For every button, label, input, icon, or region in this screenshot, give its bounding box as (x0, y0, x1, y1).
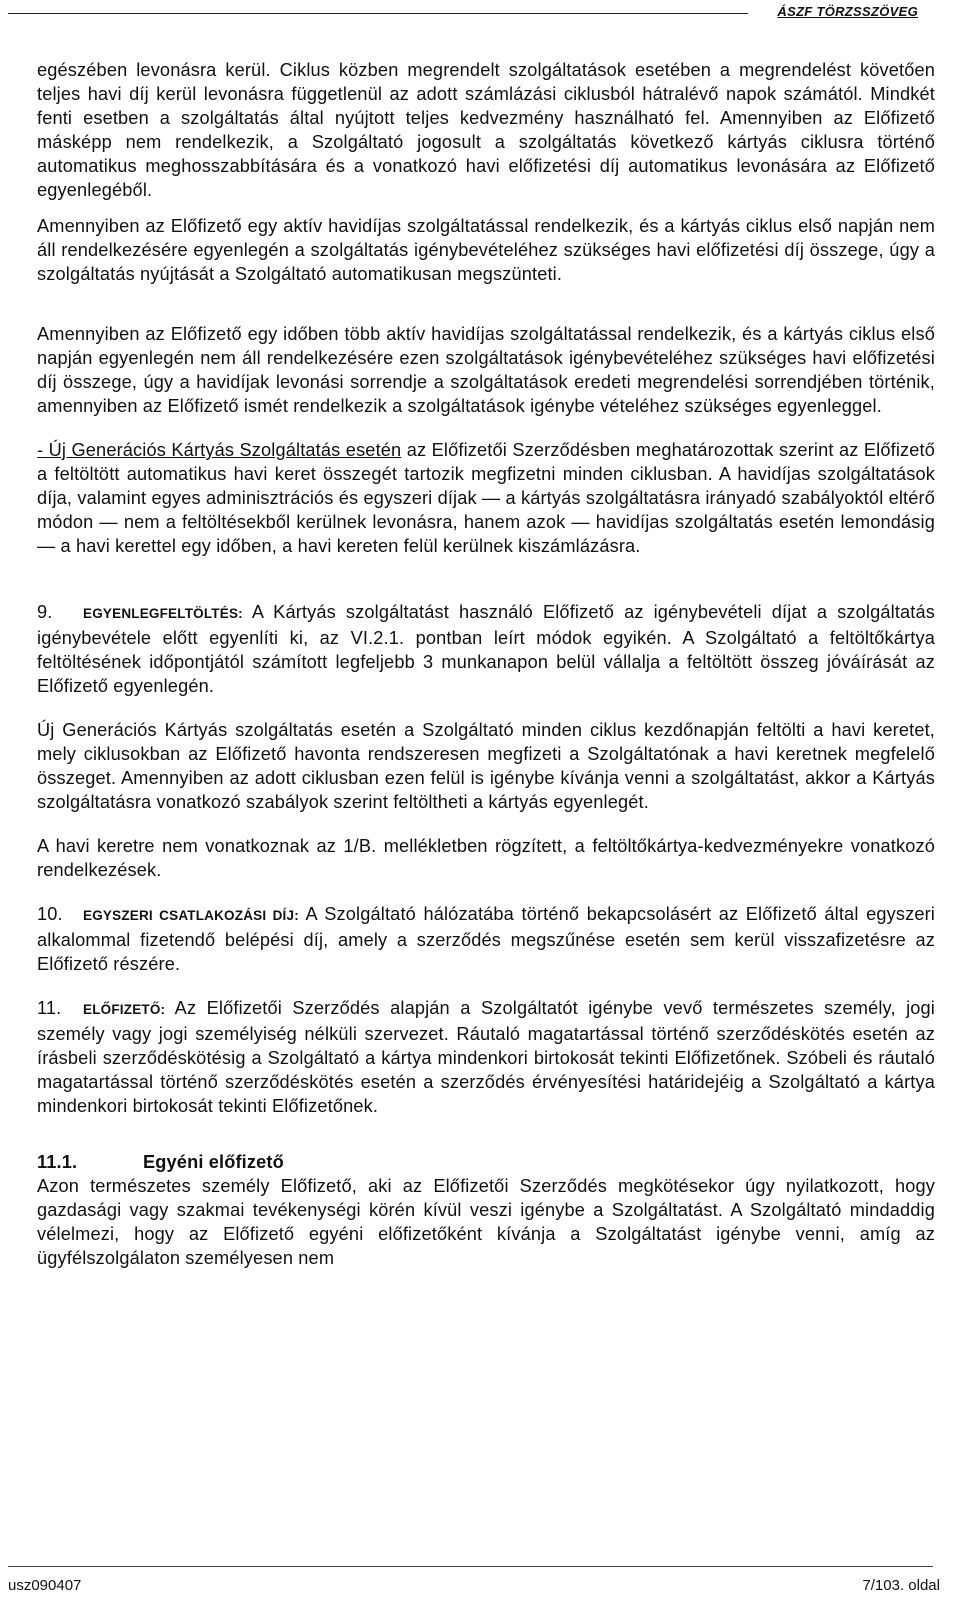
section-10-number: 10. (37, 904, 63, 924)
section-11-number: 11. (37, 998, 62, 1018)
footer-page-number: 7/103. oldal (862, 1577, 940, 1594)
paragraph-individual-subscriber: Azon természetes személy Előfizető, aki az Előfizetői Szerződés megkötésekor úgy nyilatkozott, hogy gazdasági vagy szakmai tevékenységi körén kívül veszi igénybe a Szolgáltatást. A Szolgáltató mindaddig vélelmezi, hogy az Előfizető egyéni előfizetőként kívánja a Szolgáltatást igénybe venni, amíg az ügyfélszolgálaton személyesen nem (37, 1176, 935, 1268)
section-9-title: EGYENLEGFELTÖLTÉS: (83, 606, 243, 621)
section-11-1-number: 11.1. (37, 1152, 78, 1172)
section-9-number: 9. (37, 602, 53, 622)
paragraph-frame-discounts: A havi keretre nem vonatkoznak az 1/B. mellékletben rögzített, a feltöltőkártya-kedvezményekre vonatkozó rendelkezések. (37, 836, 935, 880)
section-9 (37, 600, 935, 698)
paragraph-single-service: Amennyiben az Előfizető egy aktív havidíjas szolgáltatással rendelkezik, és a kártyás ciklus első napján nem áll rendelkezésére egyenlegén a szolgáltatás igénybevételéhez szükséges havi előfizetési díj összege, úgy a szolgáltatás nyújtását a Szolgáltató automatikusan megszünteti. (37, 216, 935, 284)
section-11 (37, 996, 935, 1118)
header-title: ÁSZF TÖRZSSZÖVEG (777, 4, 918, 19)
section-10-title: EGYSZERI CSATLAKOZÁSI DÍJ: (83, 908, 299, 923)
section-10 (37, 902, 935, 976)
paragraph-cycle-billing: egészében levonásra kerül. Ciklus közben megrendelt szolgáltatások esetében a megrendelést követően teljes havi díj kerül levonásra függetlenül az adott számlázási ciklusból hátralévő napok számától. Mindkét fenti esetben a szolgáltatás által nyújtott teljes kedvezmény használható fel. Amennyiben az Előfizető másképp nem rendelkezik, a Szolgáltató jogosult a szolgáltatás következő kártyás ciklusra történő automatikus meghosszabbítására és a vonatkozó havi előfizetési díj automatikus levonására az Előfizető egyenlegéből. (37, 60, 935, 200)
section-9-text: A Kártyás szolgáltatást használó Előfizető az igénybevételi díjat a szolgáltatás igénybevétele előtt egyenlíti ki, az VI.2.1. pontban leírt módok egyikén. A Szolgáltató a feltöltőkártya feltöltésének időpontjától számított legfeljebb 3 munkanapon belül vállalja a feltöltött összeg jóváírását az Előfizető egyenlegén. (37, 602, 935, 696)
footer-doc-id: usz090407 (8, 1577, 82, 1594)
section-11-1-title: Egyéni előfizető (143, 1152, 284, 1172)
section-11-1-heading (37, 1150, 935, 1174)
paragraph-monthly-frame: Új Generációs Kártyás szolgáltatás esetén a Szolgáltató minden ciklus kezdőnapján feltölti a havi keretet, mely ciklusokban az Előfizető havonta rendszeresen megfizeti a Szolgáltatónak a havi keretnek megfelelő összeget. Amennyiben az adott ciklusban ezen felül is igénybe kívánja venni a szolgáltatást, akkor a Kártyás szolgáltatásra vonatkozó szabályok szerint feltöltheti a kártyás egyenlegét. (37, 720, 935, 812)
paragraph-new-generation (37, 438, 935, 558)
section-10-text: A Szolgáltató hálózatába történő bekapcsolásért az Előfizető által egyszeri alkalommal fizetendő belépési díj, amely a szerződés megszűnése esetén sem kerül visszafizetésre az Előfizető részére. (37, 904, 935, 974)
section-11-text: Az Előfizetői Szerződés alapján a Szolgáltatót igénybe vevő természetes személy, jogi személy vagy jogi személyiség nélküli szervezet. Ráutaló magatartással történő szerződéskötés esetén az írásbeli szerződéskötésig a Szolgáltató a kártya mindenkori birtokosát tekinti Előfizetőnek. Szóbeli és ráutaló magatartással történő szerződéskötés esetén a szerződés érvényesítési határidejéig a Szolgáltató a kártya mindenkori birtokosát tekinti Előfizetőnek. (37, 998, 935, 1116)
footer-rule (8, 1566, 933, 1567)
header-rule (8, 13, 748, 14)
paragraph-multiple-services: Amennyiben az Előfizető egy időben több aktív havidíjas szolgáltatással rendelkezik, és a kártyás ciklus első napján egyenlegén nem áll rendelkezésére ezen szolgáltatások igénybevételéhez szükséges havi előfizetési díj összege, úgy a havidíjak levonási sorrendje a szolgáltatások eredeti megrendelési sorrendjében történik, amennyiben az Előfizető ismét rendelkezik a szolgáltatások igénybe vételéhez szükséges egyenleggel. (37, 324, 935, 416)
document-body (37, 58, 935, 1270)
section-11-title: ELŐFIZETŐ: (83, 1002, 166, 1017)
new-generation-text: az Előfizetői Szerződésben meghatározottak szerint az Előfizető a feltöltött automatikus havi keret összegét tartozik megfizetni minden ciklusban. A havidíjas szolgáltatások díja, valamint egyes adminisztrációs és egyszeri díjak — a kártyás szolgáltatásra irányadó szabályoktól eltérő módon — nem a feltöltésekből kerülnek levonásra, hanem azok — havidíjas szolgáltatás esetén lemondásig — a havi kerettel egy időben, a havi kereten felül kerülnek kiszámlázásra. (37, 440, 935, 556)
new-generation-heading: - Új Generációs Kártyás Szolgáltatás esetén (37, 440, 402, 460)
